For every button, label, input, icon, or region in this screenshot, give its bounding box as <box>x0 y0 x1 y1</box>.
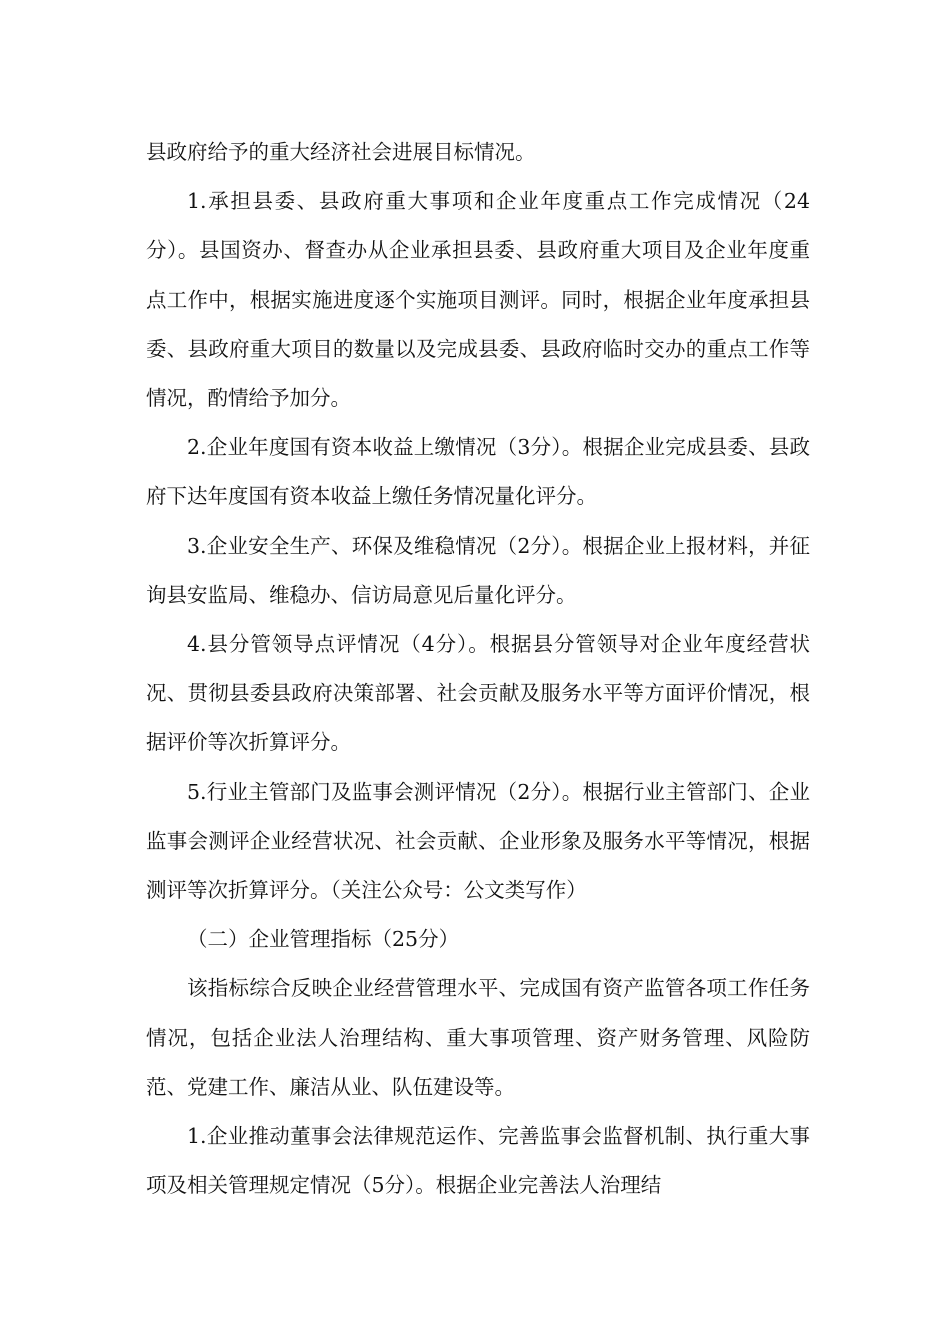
paragraph: 该指标综合反映企业经营管理水平、完成国有资产监管各项工作任务情况，包括企业法人治理结构、重大事项管理、资产财务管理、风险防范、党建工作、廉洁从业、队伍建设等。 <box>146 976 810 1099</box>
paragraph: 4.县分管领导点评情况（4分）。根据县分管领导对企业年度经营状况、贯彻县委县政府决策部署、社会贡献及服务水平等方面评价情况，根据评价等次折算评分。 <box>146 632 810 755</box>
paragraph: 1.承担县委、县政府重大事项和企业年度重点工作完成情况（24分）。县国资办、督查办从企业承担县委、县政府重大项目及企业年度重点工作中，根据实施进度逐个实施项目测评。同时，根据企业年度承担县委、县政府重大项目的数量以及完成县委、县政府临时交办的重点工作等情况，酌情给予加分。 <box>146 189 810 411</box>
paragraph: 3.企业安全生产、环保及维稳情况（2分）。根据企业上报材料，并征询县安监局、维稳办、信访局意见后量化评分。 <box>146 533 810 607</box>
paragraph: 5.行业主管部门及监事会测评情况（2分）。根据行业主管部门、企业监事会测评企业经营状况、社会贡献、企业形象及服务水平等情况，根据测评等次折算评分。（关注公众号：公文类写作） <box>146 779 810 903</box>
paragraph: 1.企业推动董事会法律规范运作、完善监事会监督机制、执行重大事项及相关管理规定情况（5分）。根据企业完善法人治理结 <box>146 1124 810 1198</box>
paragraph: 县政府给予的重大经济社会进展目标情况。 <box>146 140 536 164</box>
section-heading: （二）企业管理指标（25分） <box>187 927 460 952</box>
paragraph: 2.企业年度国有资本收益上缴情况（3分）。根据企业完成县委、县政府下达年度国有资本收益上缴任务情况量化评分。 <box>146 435 810 509</box>
document-body <box>146 128 810 1210</box>
